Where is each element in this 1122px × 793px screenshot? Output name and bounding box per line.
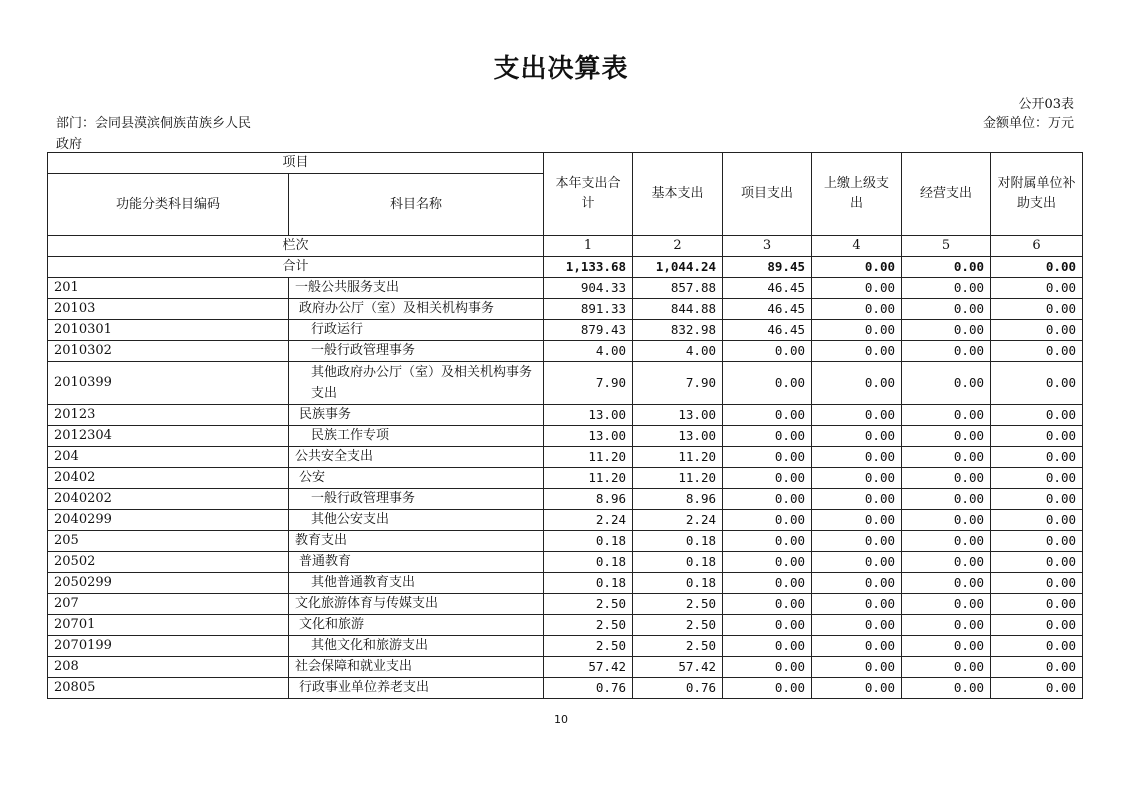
subject-code: 20402 bbox=[48, 468, 289, 489]
amount-cell: 0.00 bbox=[902, 447, 991, 468]
amount-cell: 0.00 bbox=[812, 678, 902, 699]
subject-code: 208 bbox=[48, 657, 289, 678]
amount-cell: 13.00 bbox=[633, 405, 723, 426]
page-title: 支出决算表 bbox=[493, 54, 629, 84]
amount-cell: 904.33 bbox=[544, 278, 633, 299]
amount-cell: 0.00 bbox=[991, 299, 1083, 320]
amount-cell: 0.18 bbox=[544, 531, 633, 552]
amount-cell: 0.00 bbox=[812, 426, 902, 447]
amount-cell: 0.00 bbox=[812, 299, 902, 320]
amount-cell: 0.18 bbox=[544, 573, 633, 594]
amount-cell: 0.00 bbox=[991, 320, 1083, 341]
amount-cell: 0.00 bbox=[723, 594, 812, 615]
subject-name: 一般公共服务支出 bbox=[289, 278, 544, 299]
amount-cell: 0.00 bbox=[902, 278, 991, 299]
table-row bbox=[48, 636, 1083, 657]
amount-cell: 0.00 bbox=[723, 573, 812, 594]
table-row bbox=[48, 362, 1083, 405]
amount-cell: 0.00 bbox=[812, 489, 902, 510]
amount-cell: 11.20 bbox=[544, 447, 633, 468]
amount-cell: 46.45 bbox=[723, 278, 812, 299]
expenditure-table bbox=[47, 152, 1083, 699]
subject-code: 2010301 bbox=[48, 320, 289, 341]
header-subsidy: 对附属单位补助支出 bbox=[991, 153, 1083, 236]
amount-cell: 8.96 bbox=[633, 489, 723, 510]
header-code: 功能分类科目编码 bbox=[48, 174, 289, 236]
amount-cell: 0.00 bbox=[812, 615, 902, 636]
amount-cell: 0.00 bbox=[812, 636, 902, 657]
amount-cell: 0.00 bbox=[723, 636, 812, 657]
amount-cell: 0.18 bbox=[633, 573, 723, 594]
amount-cell: 7.90 bbox=[633, 362, 723, 405]
subject-code: 2012304 bbox=[48, 426, 289, 447]
amount-cell: 0.00 bbox=[723, 426, 812, 447]
amount-cell: 0.00 bbox=[812, 278, 902, 299]
subject-name: 其他文化和旅游支出 bbox=[289, 636, 544, 657]
amount-cell: 0.00 bbox=[991, 447, 1083, 468]
subject-name: 文化和旅游 bbox=[289, 615, 544, 636]
amount-cell: 0.00 bbox=[812, 362, 902, 405]
amount-cell: 11.20 bbox=[544, 468, 633, 489]
subject-name: 其他政府办公厅（室）及相关机构事务支出 bbox=[289, 362, 544, 405]
amount-cell: 0.00 bbox=[991, 615, 1083, 636]
header-project: 项目支出 bbox=[723, 153, 812, 236]
amount-cell: 0.00 bbox=[991, 489, 1083, 510]
amount-cell: 0.00 bbox=[991, 573, 1083, 594]
subject-code: 20103 bbox=[48, 299, 289, 320]
subject-code: 2070199 bbox=[48, 636, 289, 657]
amount-cell: 0.00 bbox=[723, 615, 812, 636]
form-number: 公开03表 bbox=[1018, 97, 1074, 112]
amount-cell: 0.00 bbox=[723, 341, 812, 362]
amount-cell: 879.43 bbox=[544, 320, 633, 341]
subject-name: 普通教育 bbox=[289, 552, 544, 573]
total-value: 89.45 bbox=[723, 257, 812, 278]
amount-cell: 0.00 bbox=[902, 299, 991, 320]
amount-cell: 0.00 bbox=[991, 510, 1083, 531]
amount-cell: 0.00 bbox=[723, 447, 812, 468]
column-number: 5 bbox=[902, 236, 991, 257]
amount-cell: 0.00 bbox=[812, 510, 902, 531]
page-number: 10 bbox=[554, 713, 568, 726]
amount-cell: 13.00 bbox=[633, 426, 723, 447]
table-row bbox=[48, 468, 1083, 489]
amount-cell: 46.45 bbox=[723, 299, 812, 320]
subject-code: 2040299 bbox=[48, 510, 289, 531]
amount-cell: 0.00 bbox=[902, 552, 991, 573]
amount-cell: 857.88 bbox=[633, 278, 723, 299]
subject-code: 2050299 bbox=[48, 573, 289, 594]
table-row bbox=[48, 489, 1083, 510]
amount-cell: 844.88 bbox=[633, 299, 723, 320]
amount-cell: 0.18 bbox=[633, 531, 723, 552]
amount-cell: 0.00 bbox=[902, 636, 991, 657]
amount-cell: 0.00 bbox=[991, 278, 1083, 299]
subject-code: 20701 bbox=[48, 615, 289, 636]
amount-cell: 2.24 bbox=[633, 510, 723, 531]
total-value: 1,044.24 bbox=[633, 257, 723, 278]
header-item-group: 项目 bbox=[48, 153, 544, 174]
amount-cell: 8.96 bbox=[544, 489, 633, 510]
table-row bbox=[48, 552, 1083, 573]
amount-cell: 0.00 bbox=[812, 405, 902, 426]
amount-cell: 0.00 bbox=[812, 447, 902, 468]
subject-name: 行政事业单位养老支出 bbox=[289, 678, 544, 699]
amount-cell: 0.00 bbox=[723, 489, 812, 510]
amount-cell: 0.00 bbox=[902, 573, 991, 594]
amount-cell: 0.00 bbox=[723, 678, 812, 699]
amount-cell: 0.00 bbox=[902, 678, 991, 699]
amount-cell: 2.50 bbox=[633, 615, 723, 636]
amount-cell: 0.00 bbox=[812, 573, 902, 594]
total-value: 0.00 bbox=[902, 257, 991, 278]
amount-cell: 0.00 bbox=[812, 531, 902, 552]
subject-code: 20123 bbox=[48, 405, 289, 426]
header-basic: 基本支出 bbox=[633, 153, 723, 236]
amount-cell: 0.76 bbox=[633, 678, 723, 699]
amount-cell: 0.00 bbox=[902, 341, 991, 362]
amount-cell: 0.18 bbox=[544, 552, 633, 573]
amount-cell: 0.00 bbox=[991, 531, 1083, 552]
subject-name: 公安 bbox=[289, 468, 544, 489]
table-row bbox=[48, 531, 1083, 552]
table-row bbox=[48, 657, 1083, 678]
amount-cell: 0.00 bbox=[902, 362, 991, 405]
amount-cell: 0.00 bbox=[812, 468, 902, 489]
subject-name: 政府办公厅（室）及相关机构事务 bbox=[289, 299, 544, 320]
subject-code: 2040202 bbox=[48, 489, 289, 510]
header-lanci: 栏次 bbox=[48, 236, 544, 257]
amount-cell: 0.00 bbox=[991, 405, 1083, 426]
subject-name: 其他普通教育支出 bbox=[289, 573, 544, 594]
amount-unit-label: 金额单位：万元 bbox=[982, 116, 1074, 131]
table-row bbox=[48, 341, 1083, 362]
header-business: 经营支出 bbox=[902, 153, 991, 236]
table-row bbox=[48, 426, 1083, 447]
department-label: 部门：会同县漠滨侗族苗族乡人民政府 bbox=[56, 116, 252, 152]
amount-cell: 0.00 bbox=[991, 657, 1083, 678]
total-value: 0.00 bbox=[812, 257, 902, 278]
amount-cell: 0.00 bbox=[723, 468, 812, 489]
amount-cell: 0.18 bbox=[633, 552, 723, 573]
column-number: 2 bbox=[633, 236, 723, 257]
subject-name: 一般行政管理事务 bbox=[289, 341, 544, 362]
subject-name: 一般行政管理事务 bbox=[289, 489, 544, 510]
amount-cell: 0.00 bbox=[991, 636, 1083, 657]
amount-cell: 0.00 bbox=[812, 320, 902, 341]
table-row bbox=[48, 573, 1083, 594]
amount-cell: 0.00 bbox=[723, 405, 812, 426]
amount-cell: 2.50 bbox=[544, 594, 633, 615]
table-row bbox=[48, 594, 1083, 615]
amount-cell: 2.50 bbox=[633, 636, 723, 657]
subject-code: 207 bbox=[48, 594, 289, 615]
amount-cell: 0.00 bbox=[902, 510, 991, 531]
amount-cell: 11.20 bbox=[633, 447, 723, 468]
amount-cell: 0.00 bbox=[812, 657, 902, 678]
amount-cell: 0.00 bbox=[991, 362, 1083, 405]
subject-code: 20805 bbox=[48, 678, 289, 699]
amount-cell: 0.00 bbox=[902, 426, 991, 447]
subject-code: 2010302 bbox=[48, 341, 289, 362]
subject-name: 民族事务 bbox=[289, 405, 544, 426]
amount-cell: 4.00 bbox=[544, 341, 633, 362]
table-row bbox=[48, 447, 1083, 468]
table-row bbox=[48, 615, 1083, 636]
amount-cell: 0.00 bbox=[991, 552, 1083, 573]
amount-cell: 2.50 bbox=[633, 594, 723, 615]
amount-cell: 57.42 bbox=[633, 657, 723, 678]
header-remit: 上缴上级支出 bbox=[812, 153, 902, 236]
amount-cell: 13.00 bbox=[544, 405, 633, 426]
amount-cell: 0.00 bbox=[723, 552, 812, 573]
amount-cell: 11.20 bbox=[633, 468, 723, 489]
amount-cell: 0.76 bbox=[544, 678, 633, 699]
amount-cell: 0.00 bbox=[902, 594, 991, 615]
column-number: 1 bbox=[544, 236, 633, 257]
subject-name: 社会保障和就业支出 bbox=[289, 657, 544, 678]
amount-cell: 0.00 bbox=[723, 657, 812, 678]
amount-cell: 0.00 bbox=[812, 594, 902, 615]
subject-name: 行政运行 bbox=[289, 320, 544, 341]
table-row bbox=[48, 405, 1083, 426]
total-row bbox=[48, 257, 1083, 278]
amount-cell: 46.45 bbox=[723, 320, 812, 341]
total-label: 合计 bbox=[48, 257, 544, 278]
total-value: 0.00 bbox=[991, 257, 1083, 278]
table-row bbox=[48, 678, 1083, 699]
amount-cell: 0.00 bbox=[902, 657, 991, 678]
subject-code: 205 bbox=[48, 531, 289, 552]
header-total: 本年支出合计 bbox=[544, 153, 633, 236]
amount-cell: 0.00 bbox=[902, 489, 991, 510]
amount-cell: 0.00 bbox=[902, 531, 991, 552]
table-row bbox=[48, 320, 1083, 341]
amount-cell: 2.50 bbox=[544, 615, 633, 636]
table-row bbox=[48, 299, 1083, 320]
table-row bbox=[48, 510, 1083, 531]
total-value: 1,133.68 bbox=[544, 257, 633, 278]
amount-cell: 0.00 bbox=[991, 594, 1083, 615]
amount-cell: 0.00 bbox=[723, 362, 812, 405]
amount-cell: 13.00 bbox=[544, 426, 633, 447]
amount-cell: 0.00 bbox=[812, 552, 902, 573]
amount-cell: 0.00 bbox=[991, 426, 1083, 447]
subject-name: 民族工作专项 bbox=[289, 426, 544, 447]
amount-cell: 0.00 bbox=[723, 510, 812, 531]
subject-code: 20502 bbox=[48, 552, 289, 573]
amount-cell: 0.00 bbox=[812, 341, 902, 362]
column-number: 3 bbox=[723, 236, 812, 257]
amount-cell: 0.00 bbox=[991, 678, 1083, 699]
amount-cell: 0.00 bbox=[902, 468, 991, 489]
amount-cell: 0.00 bbox=[902, 615, 991, 636]
table-row bbox=[48, 278, 1083, 299]
amount-cell: 0.00 bbox=[902, 320, 991, 341]
subject-name: 教育支出 bbox=[289, 531, 544, 552]
subject-name: 其他公安支出 bbox=[289, 510, 544, 531]
amount-cell: 57.42 bbox=[544, 657, 633, 678]
amount-cell: 2.24 bbox=[544, 510, 633, 531]
subject-name: 文化旅游体育与传媒支出 bbox=[289, 594, 544, 615]
amount-cell: 0.00 bbox=[991, 468, 1083, 489]
header-name: 科目名称 bbox=[289, 174, 544, 236]
subject-code: 201 bbox=[48, 278, 289, 299]
amount-cell: 0.00 bbox=[723, 531, 812, 552]
amount-cell: 0.00 bbox=[902, 405, 991, 426]
amount-cell: 7.90 bbox=[544, 362, 633, 405]
amount-cell: 2.50 bbox=[544, 636, 633, 657]
column-number: 4 bbox=[812, 236, 902, 257]
subject-name: 公共安全支出 bbox=[289, 447, 544, 468]
subject-code: 204 bbox=[48, 447, 289, 468]
amount-cell: 4.00 bbox=[633, 341, 723, 362]
subject-code: 2010399 bbox=[48, 362, 289, 405]
amount-cell: 0.00 bbox=[991, 341, 1083, 362]
column-number: 6 bbox=[991, 236, 1083, 257]
amount-cell: 891.33 bbox=[544, 299, 633, 320]
amount-cell: 832.98 bbox=[633, 320, 723, 341]
